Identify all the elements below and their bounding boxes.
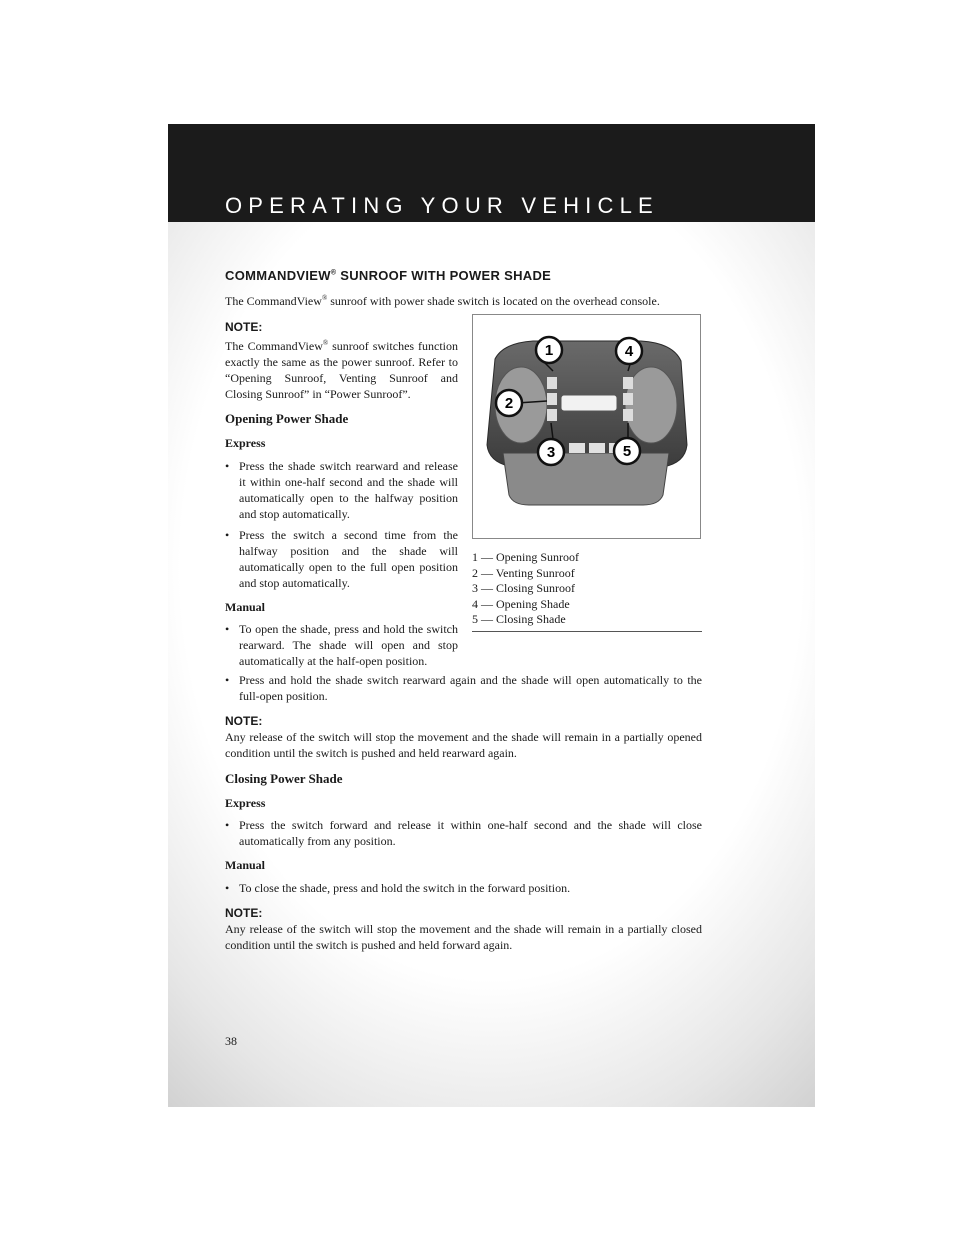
note-label: NOTE: [225, 714, 263, 728]
list-item: • To close the shade, press and hold the switch in the forward position. [225, 880, 702, 896]
legend-divider [472, 631, 702, 632]
note-label: NOTE: [225, 906, 263, 920]
svg-text:2: 2 [504, 395, 514, 412]
list-item: • Press and hold the shade switch rearward again and the shade will open automatically to the full-open position. [225, 672, 702, 704]
callout-2 [496, 390, 522, 416]
header-title: OPERATING YOUR VEHICLE [225, 193, 659, 218]
lower-section [225, 672, 702, 953]
manual-page [168, 124, 815, 1107]
callout-4 [616, 338, 642, 364]
closing-express-label: Express [225, 796, 266, 810]
svg-text:5: 5 [622, 443, 632, 460]
svg-text:1: 1 [544, 342, 554, 359]
overhead-console-image [473, 315, 700, 538]
list-item: • Press the shade switch rearward and release it within one-half second and the shade will automatically open to the halfway position and stop automatically. [225, 458, 458, 522]
list-item: • Press the switch forward and release it within one-half second and the shade will close automatically from any position. [225, 817, 702, 849]
note-text: Any release of the switch will stop the movement and the shade will remain in a partially opened condition until the switch is pushed and held rearward again. [225, 730, 702, 760]
legend-item: 3 — Closing Sunroof [472, 581, 576, 596]
callout-1 [536, 337, 562, 363]
page-header [168, 124, 815, 222]
legend-item: 2 — Venting Sunroof [472, 565, 575, 580]
note-text: The CommandView® sunroof switches function exactly the same as the power sunroof. Refer to “Opening Sunroof, Venting Sunroof and Closing Sunroof” in “Power Sunroof”. [225, 339, 458, 401]
note-text: Any release of the switch will stop the movement and the shade will remain in a partially closed condition until the switch is pushed and held forward again. [225, 922, 702, 952]
section-title: COMMANDVIEW® SUNROOF WITH POWER SHADE [225, 268, 552, 283]
legend-item: 5 — Closing Shade [472, 612, 566, 627]
left-column [225, 319, 458, 669]
callout-5 [614, 438, 640, 464]
svg-text:4: 4 [624, 343, 634, 360]
closing-shade-heading: Closing Power Shade [225, 771, 343, 786]
page-number: 38 [225, 1034, 237, 1048]
overhead-console-figure [472, 314, 701, 539]
legend-item: 1 — Opening Sunroof [472, 550, 579, 564]
opening-express-label: Express [225, 436, 266, 450]
callout-3 [538, 439, 564, 465]
figure-legend [472, 550, 702, 628]
opening-manual-label: Manual [225, 600, 266, 614]
legend-item: 4 — Opening Shade [472, 596, 570, 611]
note-label: NOTE: [225, 320, 263, 334]
list-item: • To open the shade, press and hold the switch rearward. The shade will open and stop automatically at the half-open position. [225, 621, 458, 669]
svg-text:3: 3 [546, 444, 556, 461]
opening-shade-heading: Opening Power Shade [225, 411, 349, 426]
section-intro: The CommandView® sunroof with power shade switch is located on the overhead console. [225, 294, 660, 308]
closing-manual-label: Manual [225, 858, 266, 872]
list-item: • Press the switch a second time from the halfway position and the shade will automatically open to the full open position and stop automatically. [225, 527, 458, 591]
